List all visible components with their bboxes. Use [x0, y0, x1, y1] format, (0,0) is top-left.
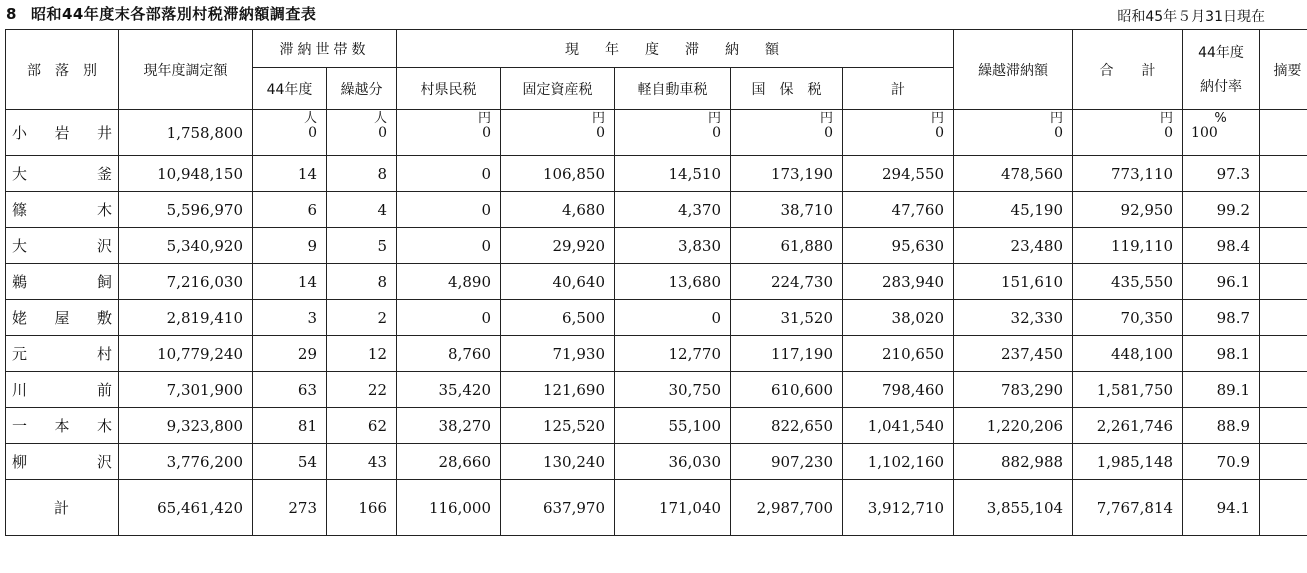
title-number: 8: [6, 5, 17, 23]
unit-label: 円: [819, 111, 833, 126]
cell-kokuho: 117,190: [731, 336, 843, 372]
cell-keijido: 36,030: [615, 444, 731, 480]
buraku-char: 沢: [96, 453, 112, 471]
row-buraku-chars: [12, 199, 112, 220]
table-row: [6, 228, 1307, 264]
cell-kei: 210,650: [843, 336, 954, 372]
header-nofu-rate: [1183, 30, 1260, 110]
cell-value: 0: [596, 125, 605, 141]
cell-kotei: 130,240: [501, 444, 615, 480]
buraku-char: 村: [96, 345, 112, 363]
cell-kei: 1,102,160: [843, 444, 954, 480]
header-row-1: [6, 30, 1307, 68]
cell-kotei: 71,930: [501, 336, 615, 372]
total-sk: 166: [327, 480, 397, 536]
cell-chotei: 5,596,970: [119, 192, 253, 228]
cell-kotei: 40,640: [501, 264, 615, 300]
header-gennendo-group: 現 年 度 滞 納 額: [397, 30, 954, 68]
cell-gokei: 1,581,750: [1073, 372, 1183, 408]
total-kei: 3,912,710: [843, 480, 954, 536]
cell-tekiyo: [1260, 228, 1307, 264]
table-row: [6, 408, 1307, 444]
buraku-char: 小: [12, 124, 28, 142]
cell-keijido: 55,100: [615, 408, 731, 444]
cell-kokuho: 907,230: [731, 444, 843, 480]
total-sonken: 116,000: [397, 480, 501, 536]
row-buraku-name: [6, 372, 119, 408]
total-label: 計: [6, 480, 119, 536]
buraku-char: 篠: [12, 201, 28, 219]
cell-s44: 29: [253, 336, 327, 372]
buraku-char: 本: [54, 417, 70, 435]
cell-kokuho: [731, 110, 843, 156]
row-buraku-chars: [12, 122, 112, 143]
cell-sk: 4: [327, 192, 397, 228]
header-gokei: 合 計: [1073, 30, 1183, 110]
total-kurikoshi: 3,855,104: [954, 480, 1073, 536]
row-buraku-name: [6, 228, 119, 264]
header-nofu-1: 44年度: [1198, 44, 1244, 61]
total-kokuho: 2,987,700: [731, 480, 843, 536]
cell-sk: 2: [327, 300, 397, 336]
cell-kurikoshi: 478,560: [954, 156, 1073, 192]
cell-value: 0: [824, 125, 833, 141]
cell-gokei: 773,110: [1073, 156, 1183, 192]
cell-kurikoshi: 45,190: [954, 192, 1073, 228]
cell-s44: 54: [253, 444, 327, 480]
unit-label: %: [1214, 111, 1227, 126]
cell-sk: 8: [327, 156, 397, 192]
unit-label: 円: [1160, 111, 1174, 126]
header-setai-group: 滞納世帯数: [253, 30, 397, 68]
cell-rate: 89.1: [1183, 372, 1260, 408]
header-kei: 計: [843, 68, 954, 110]
header-buraku: 部 落 別: [6, 30, 119, 110]
cell-kotei: 125,520: [501, 408, 615, 444]
cell-value: 0: [482, 125, 491, 141]
total-s44: 273: [253, 480, 327, 536]
cell-kei: 95,630: [843, 228, 954, 264]
total-tekiyo: [1260, 480, 1307, 536]
cell-gokei: 119,110: [1073, 228, 1183, 264]
cell-sk: 12: [327, 336, 397, 372]
cell-kurikoshi: 1,220,206: [954, 408, 1073, 444]
buraku-char: 川: [12, 381, 28, 399]
header-setai-kurikoshi: 繰越分: [327, 68, 397, 110]
cell-sk: [327, 110, 397, 156]
cell-gokei: 1,985,148: [1073, 444, 1183, 480]
cell-rate: 98.7: [1183, 300, 1260, 336]
cell-gokei: 70,350: [1073, 300, 1183, 336]
cell-kurikoshi: 237,450: [954, 336, 1073, 372]
cell-sonken: 0: [397, 156, 501, 192]
cell-kokuho: 38,710: [731, 192, 843, 228]
cell-kurikoshi: 882,988: [954, 444, 1073, 480]
cell-s44: 3: [253, 300, 327, 336]
table-row: [6, 336, 1307, 372]
cell-sk: 8: [327, 264, 397, 300]
cell-tekiyo: [1260, 156, 1307, 192]
as-of-date: 昭和45年５月31日現在: [1117, 9, 1265, 25]
cell-tekiyo: [1260, 336, 1307, 372]
buraku-char: 前: [96, 381, 112, 399]
cell-kei: [843, 110, 954, 156]
cell-sk: 43: [327, 444, 397, 480]
cell-sonken: [397, 110, 501, 156]
cell-keijido: 0: [615, 300, 731, 336]
cell-keijido: 3,830: [615, 228, 731, 264]
cell-sonken: 38,270: [397, 408, 501, 444]
row-buraku-name: [6, 336, 119, 372]
cell-gokei: 92,950: [1073, 192, 1183, 228]
cell-sonken: 8,760: [397, 336, 501, 372]
header-setai-44: 44年度: [253, 68, 327, 110]
total-kotei: 637,970: [501, 480, 615, 536]
cell-sonken: 28,660: [397, 444, 501, 480]
cell-value: 0: [712, 125, 721, 141]
cell-keijido: 14,510: [615, 156, 731, 192]
row-buraku-name: [6, 264, 119, 300]
cell-sonken: 35,420: [397, 372, 501, 408]
document-title: [6, 3, 316, 24]
cell-kotei: 29,920: [501, 228, 615, 264]
buraku-char: 沢: [96, 237, 112, 255]
cell-chotei: 7,216,030: [119, 264, 253, 300]
row-buraku-chars: [12, 235, 112, 256]
row-buraku-chars: [12, 163, 112, 184]
cell-kei: 1,041,540: [843, 408, 954, 444]
cell-rate: 98.4: [1183, 228, 1260, 264]
cell-value: 100: [1191, 125, 1218, 141]
buraku-char: 姥: [12, 309, 28, 327]
cell-tekiyo: [1260, 264, 1307, 300]
row-buraku-name: [6, 110, 119, 156]
total-row: [6, 480, 1307, 536]
row-buraku-chars: [12, 415, 112, 436]
cell-kurikoshi: 23,480: [954, 228, 1073, 264]
cell-kurikoshi: 32,330: [954, 300, 1073, 336]
cell-sonken: 0: [397, 300, 501, 336]
cell-rate: 96.1: [1183, 264, 1260, 300]
cell-gokei: [1073, 110, 1183, 156]
buraku-char: 元: [12, 345, 28, 363]
cell-s44: 14: [253, 264, 327, 300]
buraku-char: 飼: [96, 273, 112, 291]
cell-tekiyo: [1260, 110, 1307, 156]
cell-kokuho: 173,190: [731, 156, 843, 192]
cell-chotei: 10,948,150: [119, 156, 253, 192]
cell-kokuho: 31,520: [731, 300, 843, 336]
header-nofu-2: 納付率: [1200, 78, 1243, 95]
cell-kei: 38,020: [843, 300, 954, 336]
row-buraku-name: [6, 444, 119, 480]
header-keijido: 軽自動車税: [615, 68, 731, 110]
cell-tekiyo: [1260, 444, 1307, 480]
unit-label: 円: [477, 111, 491, 126]
cell-kotei: 106,850: [501, 156, 615, 192]
cell-kei: 47,760: [843, 192, 954, 228]
cell-s44: 63: [253, 372, 327, 408]
cell-kotei: [501, 110, 615, 156]
unit-label: 円: [707, 111, 721, 126]
header-chotei: 現年度調定額: [119, 30, 253, 110]
cell-chotei: 5,340,920: [119, 228, 253, 264]
total-gokei: 7,767,814: [1073, 480, 1183, 536]
buraku-char: 釜: [96, 165, 112, 183]
unit-label: 人: [373, 111, 387, 126]
cell-rate: 88.9: [1183, 408, 1260, 444]
row-buraku-chars: [12, 307, 112, 328]
cell-kokuho: 61,880: [731, 228, 843, 264]
row-buraku-name: [6, 156, 119, 192]
cell-kei: 798,460: [843, 372, 954, 408]
total-chotei: 65,461,420: [119, 480, 253, 536]
cell-tekiyo: [1260, 372, 1307, 408]
unit-label: 円: [931, 111, 945, 126]
buraku-char: 鵜: [12, 273, 28, 291]
title-text: 昭和44年度末各部落別村税滞納額調査表: [30, 5, 317, 23]
cell-sonken: 0: [397, 228, 501, 264]
cell-keijido: 30,750: [615, 372, 731, 408]
cell-chotei: 2,819,410: [119, 300, 253, 336]
cell-kei: 283,940: [843, 264, 954, 300]
row-buraku-name: [6, 408, 119, 444]
cell-chotei: 1,758,800: [119, 110, 253, 156]
cell-keijido: 4,370: [615, 192, 731, 228]
cell-chotei: 7,301,900: [119, 372, 253, 408]
cell-s44: 9: [253, 228, 327, 264]
buraku-char: 木: [96, 417, 112, 435]
cell-kotei: 121,690: [501, 372, 615, 408]
total-keijido: 171,040: [615, 480, 731, 536]
unit-label: 円: [591, 111, 605, 126]
table-row: [6, 156, 1307, 192]
cell-keijido: [615, 110, 731, 156]
buraku-char: 木: [96, 201, 112, 219]
row-buraku-chars: [12, 343, 112, 364]
header-sonken: 村県民税: [397, 68, 501, 110]
cell-tekiyo: [1260, 192, 1307, 228]
header-kotei: 固定資産税: [501, 68, 615, 110]
cell-value: 0: [1054, 125, 1064, 141]
total-rate: 94.1: [1183, 480, 1260, 536]
cell-sk: 5: [327, 228, 397, 264]
buraku-char: 岩: [54, 124, 70, 142]
cell-s44: [253, 110, 327, 156]
cell-sk: 62: [327, 408, 397, 444]
cell-rate: 98.1: [1183, 336, 1260, 372]
cell-s44: 81: [253, 408, 327, 444]
cell-sonken: 0: [397, 192, 501, 228]
cell-kokuho: 610,600: [731, 372, 843, 408]
table-row: [6, 372, 1307, 408]
header-kurikoshi: 繰越滞納額: [954, 30, 1073, 110]
cell-s44: 14: [253, 156, 327, 192]
cell-kurikoshi: 151,610: [954, 264, 1073, 300]
row-buraku-chars: [12, 379, 112, 400]
cell-rate: 70.9: [1183, 444, 1260, 480]
cell-s44: 6: [253, 192, 327, 228]
cell-kei: 294,550: [843, 156, 954, 192]
cell-kurikoshi: [954, 110, 1073, 156]
cell-keijido: 13,680: [615, 264, 731, 300]
cell-gokei: 435,550: [1073, 264, 1183, 300]
cell-chotei: 3,776,200: [119, 444, 253, 480]
row-buraku-name: [6, 192, 119, 228]
row-buraku-chars: [12, 451, 112, 472]
cell-value: 0: [378, 125, 387, 141]
cell-kurikoshi: 783,290: [954, 372, 1073, 408]
cell-chotei: 10,779,240: [119, 336, 253, 372]
unit-label: 人: [303, 111, 317, 126]
cell-tekiyo: [1260, 408, 1307, 444]
row-buraku-chars: [12, 271, 112, 292]
unit-label: 円: [1050, 111, 1064, 126]
cell-value: 0: [1164, 125, 1174, 141]
cell-kokuho: 224,730: [731, 264, 843, 300]
cell-value: 0: [308, 125, 317, 141]
buraku-char: 井: [96, 124, 112, 142]
cell-value: 0: [935, 125, 945, 141]
row-buraku-name: [6, 300, 119, 336]
table-row: [6, 444, 1307, 480]
buraku-char: 敷: [96, 309, 112, 327]
cell-gokei: 448,100: [1073, 336, 1183, 372]
cell-chotei: 9,323,800: [119, 408, 253, 444]
cell-rate: 97.3: [1183, 156, 1260, 192]
table-row: [6, 264, 1307, 300]
cell-sonken: 4,890: [397, 264, 501, 300]
header-kokuho: 国 保 税: [731, 68, 843, 110]
buraku-char: 一: [12, 417, 28, 435]
buraku-char: 大: [12, 237, 28, 255]
buraku-char: 柳: [12, 453, 28, 471]
table-body: [6, 110, 1307, 536]
table-row: [6, 110, 1307, 156]
cell-keijido: 12,770: [615, 336, 731, 372]
buraku-char: 屋: [54, 309, 70, 327]
cell-gokei: 2,261,746: [1073, 408, 1183, 444]
buraku-char: 大: [12, 165, 28, 183]
header-tekiyo: 摘要: [1260, 30, 1307, 110]
cell-sk: 22: [327, 372, 397, 408]
tax-arrears-table: [5, 29, 1307, 536]
cell-kotei: 4,680: [501, 192, 615, 228]
cell-tekiyo: [1260, 300, 1307, 336]
cell-rate: [1183, 110, 1260, 156]
table-row: [6, 300, 1307, 336]
cell-kotei: 6,500: [501, 300, 615, 336]
cell-kokuho: 822,650: [731, 408, 843, 444]
cell-rate: 99.2: [1183, 192, 1260, 228]
table-row: [6, 192, 1307, 228]
